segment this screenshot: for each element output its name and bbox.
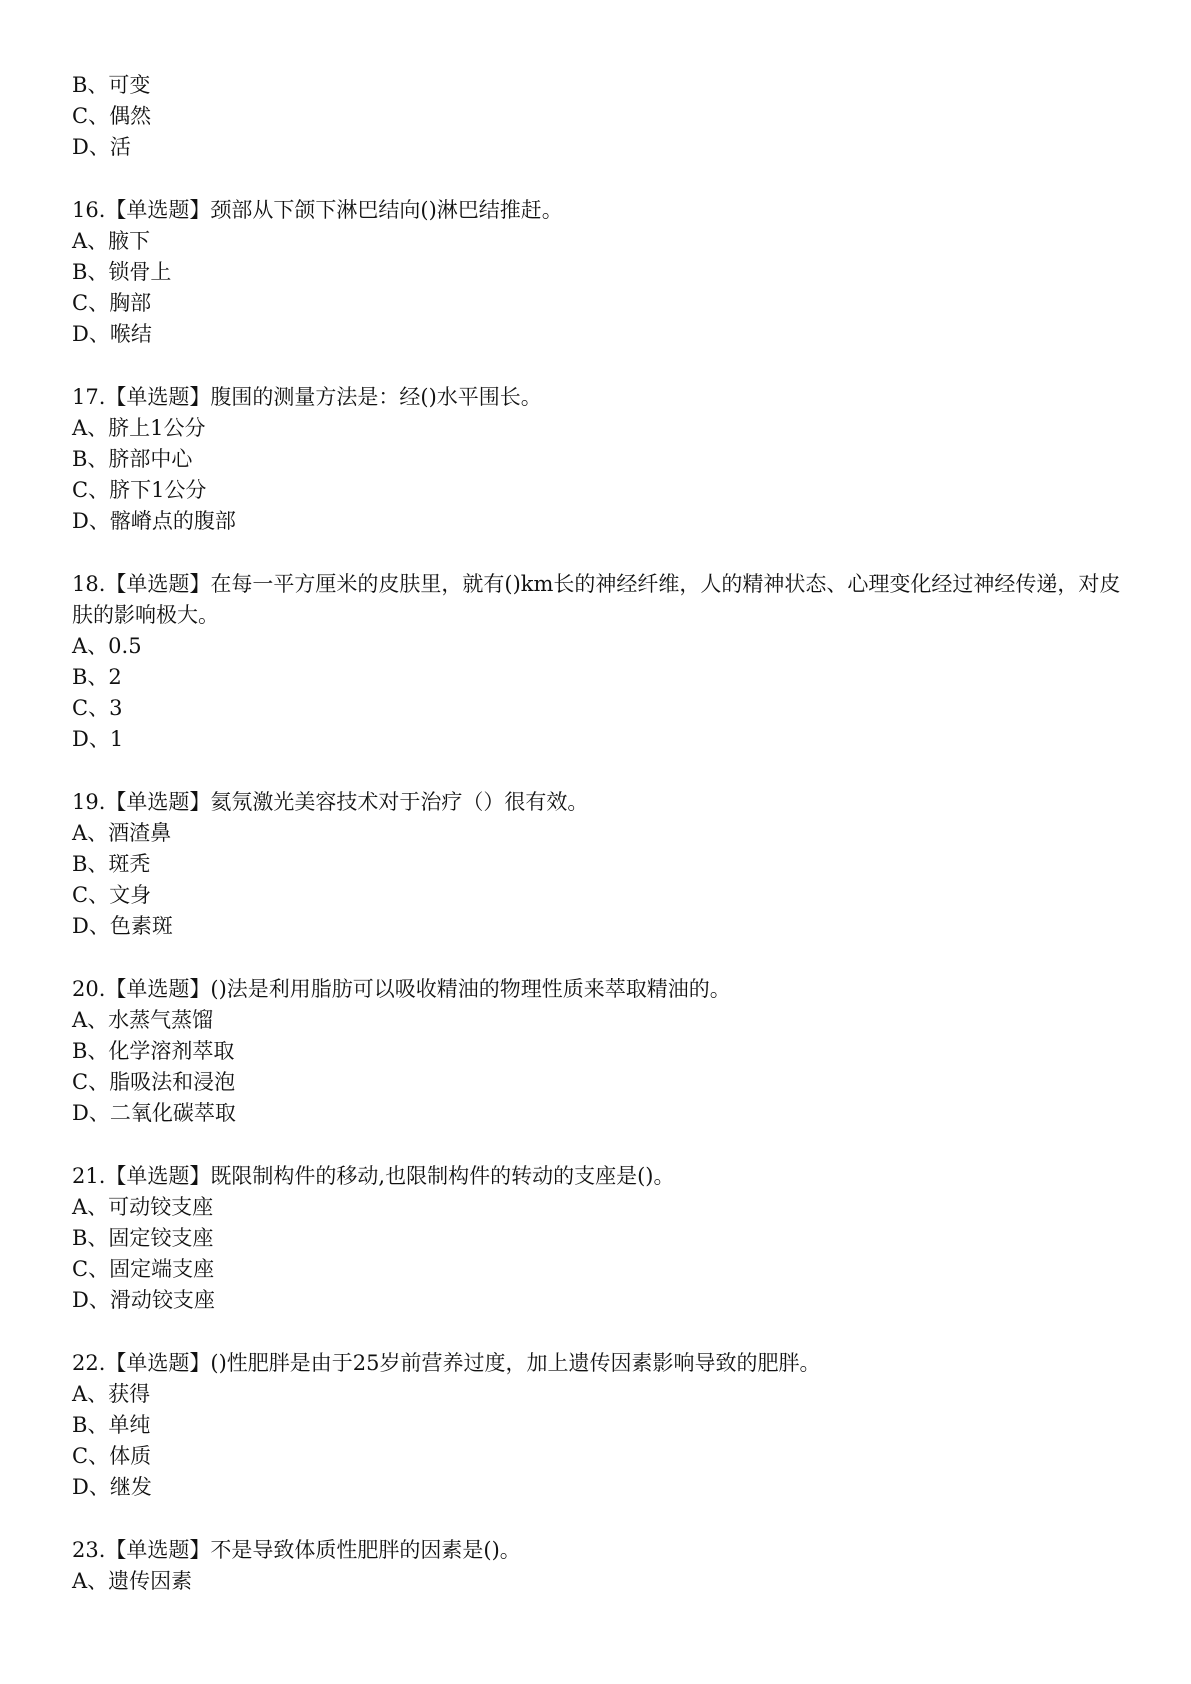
option: B、化学溶剂萃取 <box>72 1039 235 1063</box>
option: D、滑动铰支座 <box>72 1288 215 1312</box>
option: A、获得 <box>72 1382 151 1406</box>
option: D、二氧化碳萃取 <box>72 1101 236 1125</box>
option: C、文身 <box>72 883 152 907</box>
question-23 <box>72 1535 1132 1597</box>
option: B、单纯 <box>72 1413 151 1437</box>
question-stem: 23.【单选题】不是导致体质性肥胖的因素是()。 <box>72 1538 521 1562</box>
option: D、1 <box>72 727 124 751</box>
option: A、酒渣鼻 <box>72 821 172 845</box>
question-20 <box>72 974 1132 1129</box>
question-stem: 19.【单选题】氦氖激光美容技术对于治疗（）很有效。 <box>72 790 589 814</box>
question-stem: 18.【单选题】在每一平方厘米的皮肤里，就有()km长的神经纤维，人的精神状态、心理变化经过神经传递，对皮肤的影响极大。 <box>72 572 1121 627</box>
option: A、可动铰支座 <box>72 1195 214 1219</box>
option: A、腋下 <box>72 229 151 253</box>
question-16 <box>72 195 1132 350</box>
option: B、锁骨上 <box>72 260 172 284</box>
leading-options <box>72 70 1132 163</box>
question-stem: 16.【单选题】颈部从下颌下淋巴结向()淋巴结推赶。 <box>72 198 563 222</box>
option: C、3 <box>72 696 123 720</box>
option: B、固定铰支座 <box>72 1226 214 1250</box>
option: A、遗传因素 <box>72 1569 193 1593</box>
option: D、色素斑 <box>72 914 173 938</box>
option: A、0.5 <box>72 634 142 658</box>
option: D、髂嵴点的腹部 <box>72 509 236 533</box>
option: C、脐下1公分 <box>72 478 207 502</box>
question-17 <box>72 382 1132 537</box>
question-stem: 17.【单选题】腹围的测量方法是：经()水平围长。 <box>72 385 542 409</box>
option: C、体质 <box>72 1444 152 1468</box>
question-stem: 21.【单选题】既限制构件的移动,也限制构件的转动的支座是()。 <box>72 1164 675 1188</box>
question-21 <box>72 1161 1132 1316</box>
question-22 <box>72 1348 1132 1503</box>
question-stem: 22.【单选题】()性肥胖是由于25岁前营养过度，加上遗传因素影响导致的肥胖。 <box>72 1351 821 1375</box>
option: B、2 <box>72 665 122 689</box>
option: B、斑秃 <box>72 852 151 876</box>
option: C、偶然 <box>72 104 152 128</box>
question-19 <box>72 787 1132 942</box>
question-18 <box>72 569 1132 755</box>
question-stem: 20.【单选题】()法是利用脂肪可以吸收精油的物理性质来萃取精油的。 <box>72 977 731 1001</box>
option: B、脐部中心 <box>72 447 193 471</box>
option: D、喉结 <box>72 322 152 346</box>
option: B、可变 <box>72 73 151 97</box>
option: C、脂吸法和浸泡 <box>72 1070 236 1094</box>
option: C、胸部 <box>72 291 152 315</box>
option: A、脐上1公分 <box>72 416 206 440</box>
option: C、固定端支座 <box>72 1257 215 1281</box>
option: A、水蒸气蒸馏 <box>72 1008 214 1032</box>
document-page <box>72 70 1132 1597</box>
option: D、活 <box>72 135 131 159</box>
option: D、继发 <box>72 1475 152 1499</box>
